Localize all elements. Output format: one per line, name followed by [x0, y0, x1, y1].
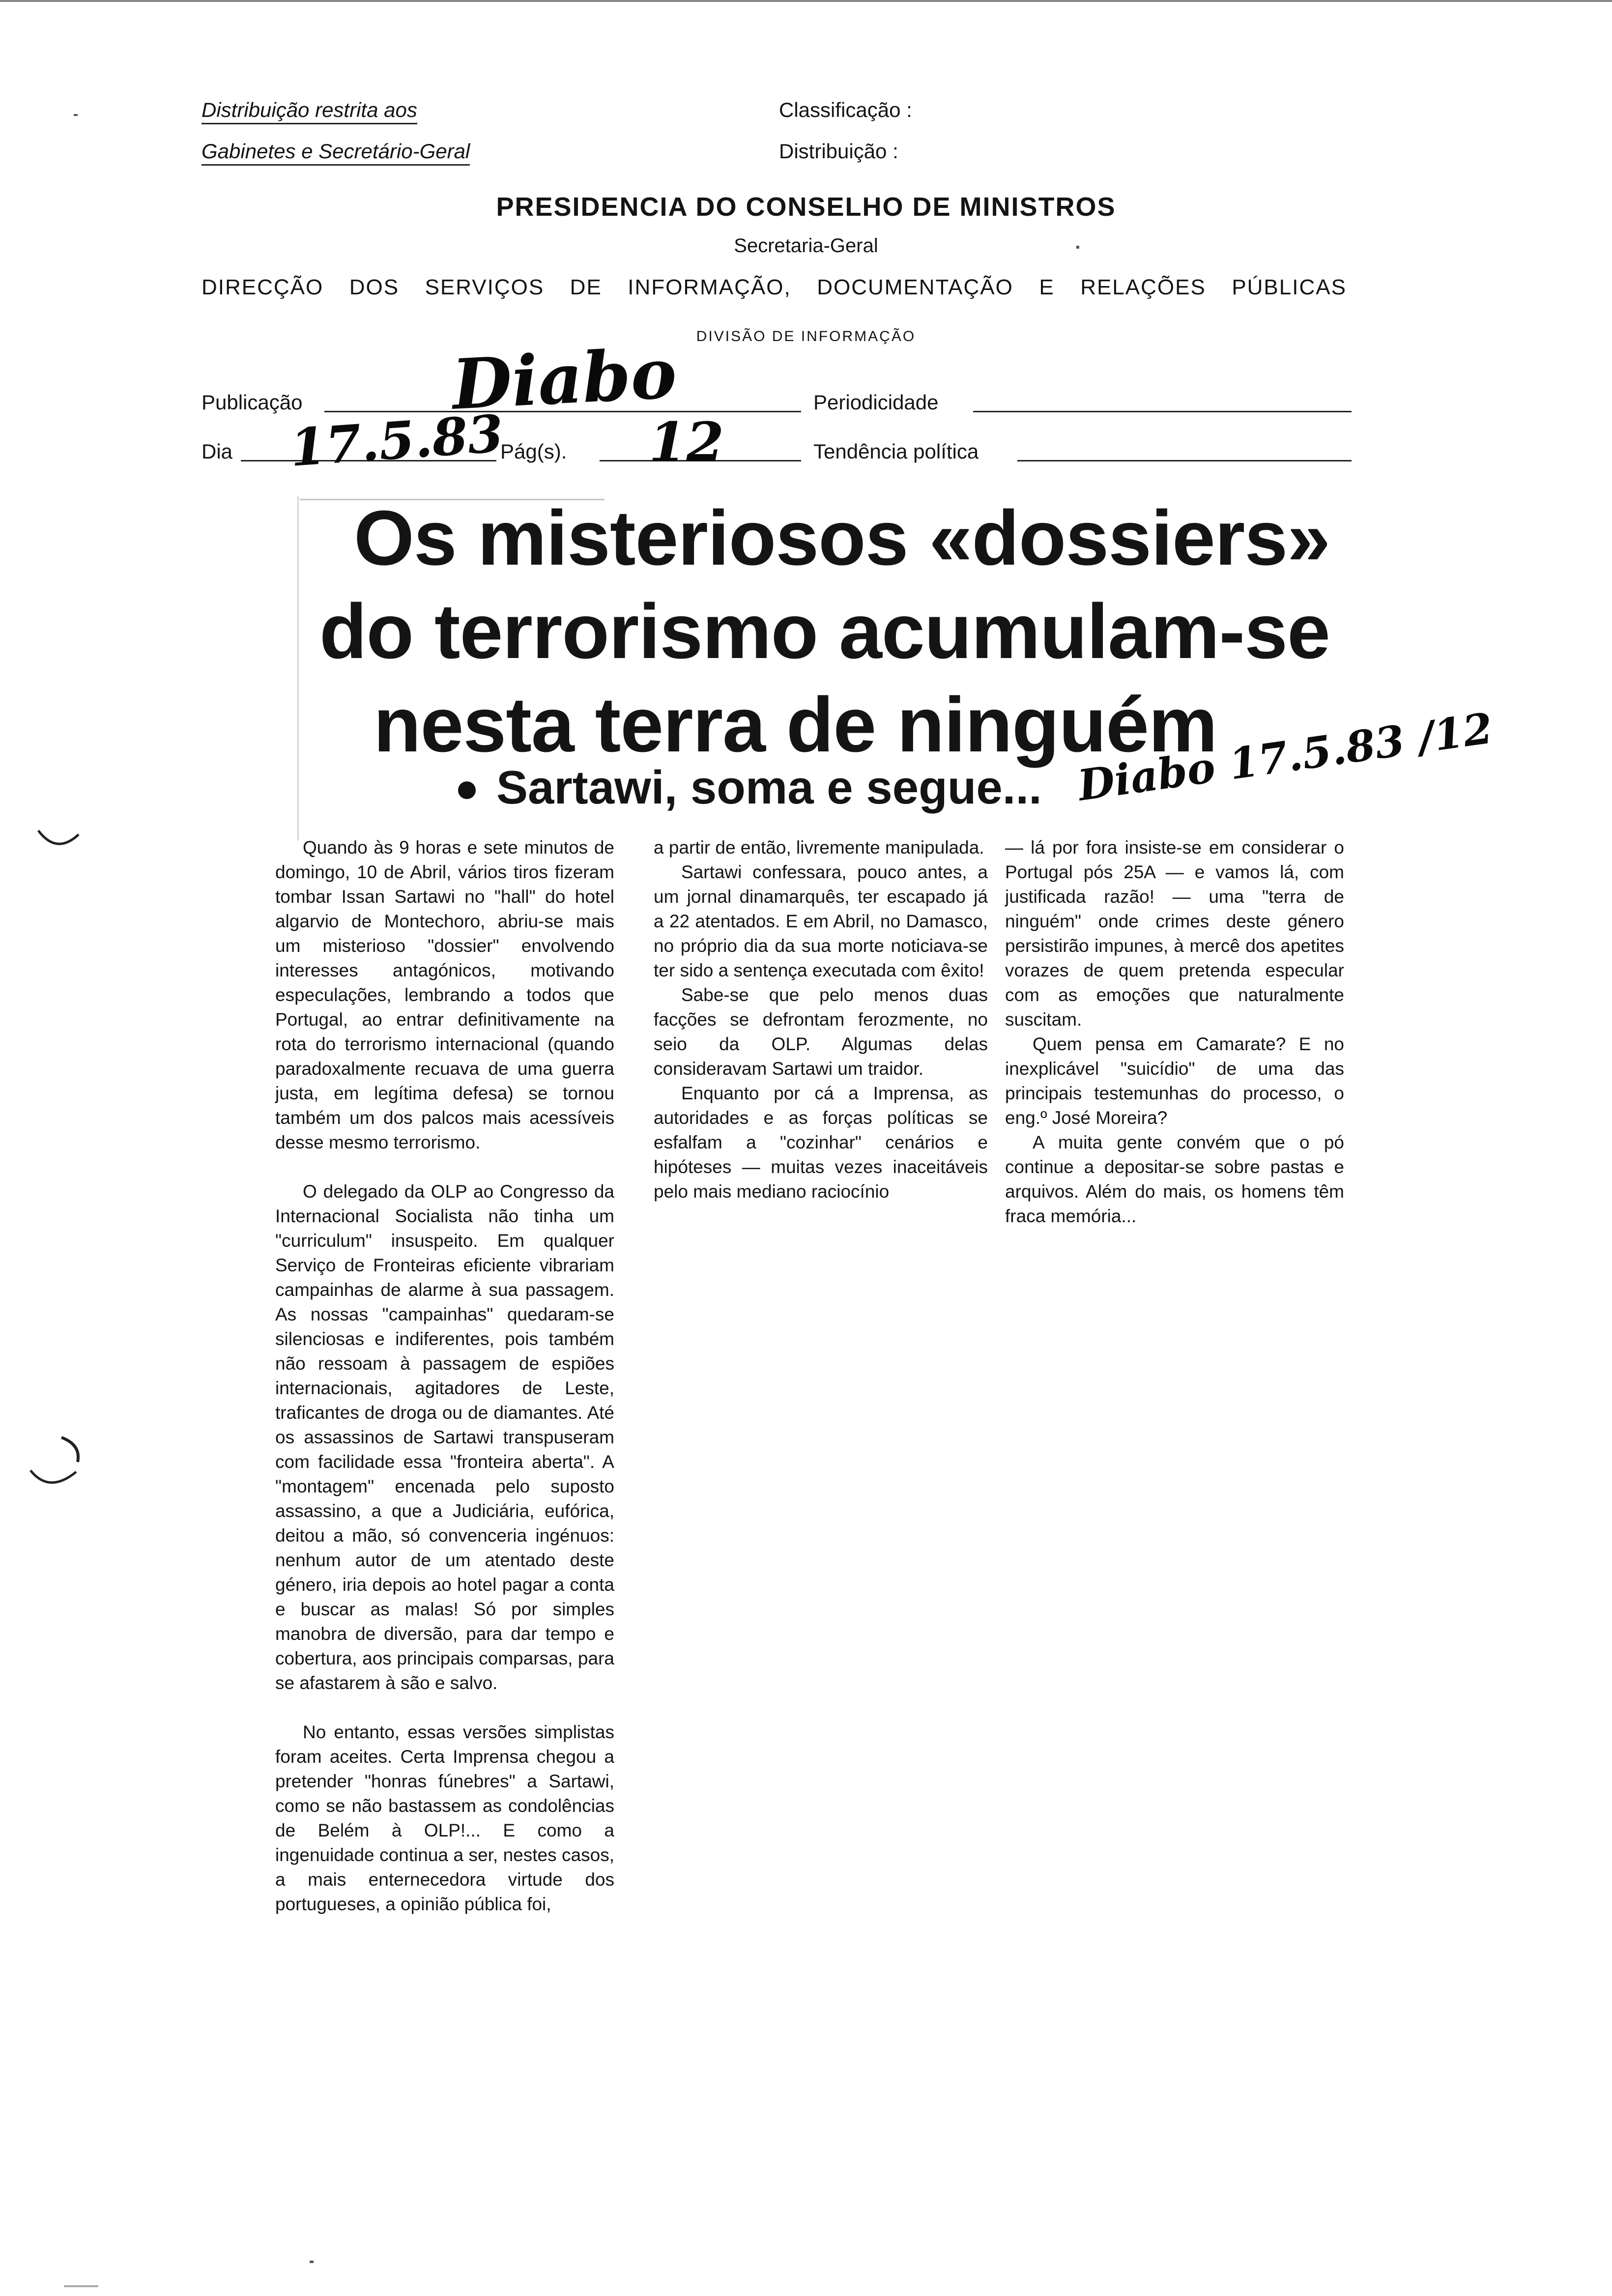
scan-speck	[74, 114, 78, 116]
headline-line-3: nesta terra de ninguém	[374, 682, 1217, 768]
paragraph: Sartawi confessara, pouco antes, a um jornal dinamarquês, ter escapado já a 22 atentados. E em Abril, no Damasco, no próprio dia da sua morte noticiava-se ter sido a sentença executada com êxito!	[654, 862, 988, 980]
scan-speck	[1076, 246, 1079, 249]
distribution-line-2: Gabinetes e Secretário-Geral	[202, 140, 470, 166]
paragraph: a partir de então, livremente manipulada.	[654, 837, 984, 858]
periodicity-label: Periodicidade	[813, 391, 939, 414]
classification-label: Classificação :	[779, 98, 912, 121]
paragraph: Enquanto por cá a Imprensa, as autoridades e as forças políticas se esfalfam a "cozinhar" cenários e hipóteses — muitas vezes inaceitáveis pelo mais mediano raciocínio	[654, 1083, 988, 1202]
paragraph: O delegado da OLP ao Congresso da Internacional Socialista não tinha um "curriculum" insuspeito. Em qualquer Serviço de Fronteiras eficiente vibrariam campainhas de alarme à sua passagem. As nossas "campainhas" quedaram-se silenciosas e indiferentes, pois também não ressoam à passagem de espiões internacionais, agitadores de Leste, traficantes de droga ou de diamantes. Até os assassinos de Sartawi transpuseram com facilidade essa "fronteira aberta". A "montagem" encenada pelo suposto assassino, a que a Judiciária, eufórica, deitou a mão, só convenceria ingénuos: nenhum autor de um atentado deste género, iria depois ao hotel pagar a conta e buscar as malas! Só por simples manobra de diversão, para dar tempo e cobertura, aos principais comparsas, para se afastarem à são e salvo.	[275, 1181, 614, 1693]
publication-label: Publicação	[202, 391, 303, 414]
paragraph: No entanto, essas versões simplistas foram aceites. Certa Imprensa chegou a pretender "honras fúnebres" a Sartawi, como se não bastassem as condolências de Belém à OLP!... E como a ingenuidade continua a ser, nestes casos, a mais enternecedora virtude dos portugueses, a opinião pública foi,	[275, 1722, 614, 1914]
scan-speck	[64, 2285, 98, 2287]
binder-hole-mark-icon	[20, 1425, 88, 1499]
distribution-label: Distribuição :	[779, 140, 898, 163]
scan-speck	[310, 2261, 314, 2263]
scan-top-edge	[0, 0, 1612, 2]
periodicity-line	[973, 411, 1352, 412]
division-title: DIVISÃO DE INFORMAÇÃO	[696, 328, 916, 344]
distribution-line-1: Distribuição restrita aos	[202, 98, 417, 124]
article-kicker: Sartawi, soma e segue...	[496, 761, 1042, 814]
paragraph: — lá por fora insiste-se em considerar o Portugal pós 25A — e vamos lá, com justificada razão! — uma "terra de ninguém" onde crimes deste género persistirão impunes, à mercê dos apetites vorazes de quem pretenda especular com as emoções que naturalmente suscitam.	[1005, 837, 1344, 1030]
institution-title: PRESIDENCIA DO CONSELHO DE MINISTROS	[496, 192, 1116, 222]
pages-label: Pág(s).	[500, 440, 567, 463]
paragraph: Quem pensa em Camarate? E no inexplicável "suicídio" de uma das principais testemunhas do processo, o eng.º José Moreira?	[1005, 1034, 1344, 1128]
political-tendency-label: Tendência política	[813, 440, 979, 463]
paragraph: A muita gente convém que o pó continue a depositar-se sobre pastas e arquivos. Além do mais, os homens têm fraca memória...	[1005, 1132, 1344, 1226]
article-column-3	[1005, 835, 1344, 1229]
article-column-2	[654, 835, 988, 1204]
margin-annotation: Diabo 17.5.83 /12	[1075, 703, 1496, 811]
paragraph: Quando às 9 horas e sete minutos de domingo, 10 de Abril, vários tiros fizeram tombar Issan Sartawi no "hall" do hotel algarvio de Montechoro, abriu-se mais um misterioso "dossier" envolvendo interesses antagónicos, motivando especulações, lembrando a todos que Portugal, ao entrar definitivamente na rota do terrorismo internacional (quando paradoxalmente recuava de uma guerra justa, em legítima defesa) se tornou também um dos palcos mais acessíveis desse mesmo terrorismo.	[275, 837, 614, 1152]
kicker-bullet	[458, 781, 476, 799]
day-handwritten: 17.5.83	[288, 403, 505, 478]
paragraph: Sabe-se que pelo menos duas facções se defrontam ferozmente, no seio da OLP. Algumas delas consideravam Sartawi um traidor.	[654, 985, 988, 1079]
political-tendency-line	[1017, 460, 1352, 461]
binder-hole-mark-icon	[29, 816, 88, 865]
publication-handwritten: Diabo	[450, 333, 679, 426]
secretariat-title: Secretaria-Geral	[734, 235, 878, 257]
day-label: Dia	[202, 440, 233, 463]
article-column-1	[275, 835, 614, 1917]
headline-line-1: Os misteriosos «dossiers»	[354, 495, 1330, 581]
clipping-left-edge	[297, 496, 299, 840]
pages-handwritten: 12	[649, 410, 724, 474]
headline-line-2: do terrorismo acumulam-se	[319, 588, 1330, 675]
article-headline	[300, 491, 1352, 772]
directorate-title: DIRECÇÃO DOS SERVIÇOS DE INFORMAÇÃO, DOCUMENTAÇÃO E RELAÇÕES PÚBLICAS	[202, 275, 1347, 299]
